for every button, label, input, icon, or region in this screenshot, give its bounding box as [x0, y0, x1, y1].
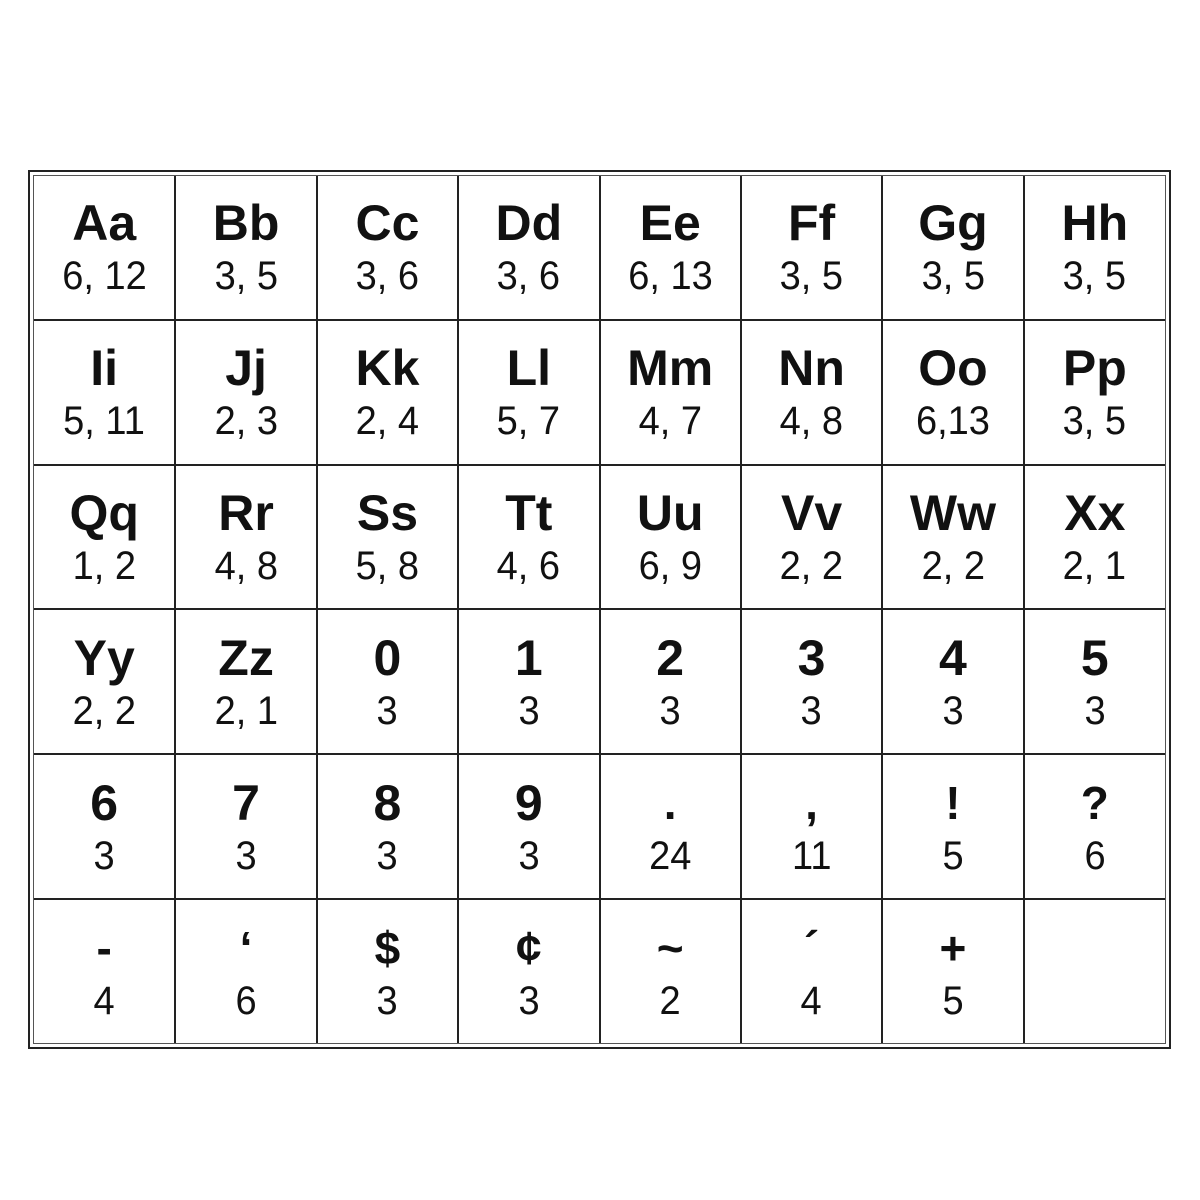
- count-label: 3, 5: [921, 254, 985, 299]
- grid-row-2: [34, 320, 1165, 465]
- glyph-label: Ll: [506, 340, 552, 397]
- cell-t: [458, 465, 599, 610]
- cell-plus: [882, 899, 1023, 1043]
- count-label: 1, 2: [72, 543, 136, 588]
- cell-digit-1: [458, 609, 599, 754]
- cell-m: [600, 320, 741, 465]
- count-label: 6, 12: [61, 254, 147, 299]
- glyph-label: ~: [656, 921, 684, 974]
- glyph-label: Ss: [356, 484, 419, 541]
- cell-period: [600, 754, 741, 899]
- count-label: 5, 11: [63, 399, 146, 444]
- glyph-label: Aa: [72, 195, 137, 252]
- cell-j: [175, 320, 316, 465]
- cell-u: [600, 465, 741, 610]
- cell-digit-3: [741, 609, 882, 754]
- count-label: 4: [93, 978, 115, 1023]
- count-label: 2, 2: [921, 543, 985, 588]
- cell-n: [741, 320, 882, 465]
- count-label: 2, 1: [214, 688, 278, 733]
- count-label: 5: [942, 833, 964, 878]
- cell-apostrophe: [175, 899, 316, 1043]
- character-grid: [34, 176, 1165, 1043]
- cell-digit-7: [175, 754, 316, 899]
- count-label: 3: [235, 833, 257, 878]
- cell-question: [1024, 754, 1165, 899]
- cell-tilde: [600, 899, 741, 1043]
- cell-k: [317, 320, 458, 465]
- count-label: 24: [649, 833, 692, 878]
- cell-p: [1024, 320, 1165, 465]
- count-label: 4, 6: [497, 543, 561, 588]
- grid-row-3: [34, 465, 1165, 610]
- glyph-label: 7: [232, 774, 260, 831]
- count-label: 3: [518, 978, 540, 1023]
- glyph-label: Nn: [778, 340, 845, 397]
- cell-x: [1024, 465, 1165, 610]
- count-label: 5, 8: [355, 543, 420, 588]
- cell-digit-8: [317, 754, 458, 899]
- cell-comma: [741, 754, 882, 899]
- glyph-label: -: [96, 921, 112, 974]
- glyph-label: Cc: [355, 195, 420, 252]
- count-label: 6,13: [915, 399, 990, 444]
- cell-d: [458, 176, 599, 320]
- glyph-label: Tt: [505, 484, 553, 541]
- count-label: 6: [235, 978, 257, 1023]
- count-label: 3: [376, 688, 399, 733]
- count-label: 4, 8: [214, 543, 278, 588]
- cell-y: [34, 609, 175, 754]
- cell-r: [175, 465, 316, 610]
- count-label: 4, 7: [638, 399, 702, 444]
- cell-a: [34, 176, 175, 320]
- count-label: 3: [942, 688, 964, 733]
- cell-o: [882, 320, 1023, 465]
- cell-l: [458, 320, 599, 465]
- count-label: 5, 7: [497, 399, 561, 444]
- cell-digit-2: [600, 609, 741, 754]
- glyph-label: Kk: [355, 340, 420, 397]
- count-label: 3: [376, 833, 399, 878]
- glyph-label: Ee: [639, 195, 701, 252]
- cell-cent: [458, 899, 599, 1043]
- count-label: 3: [1084, 688, 1106, 733]
- glyph-label: Uu: [636, 484, 704, 541]
- cell-hyphen: [34, 899, 175, 1043]
- glyph-label: ?: [1080, 776, 1109, 829]
- glyph-label: Vv: [780, 484, 843, 541]
- count-label: 3: [659, 688, 681, 733]
- count-label: 3: [518, 833, 540, 878]
- count-label: 2, 2: [72, 688, 136, 733]
- count-label: 3: [800, 688, 823, 733]
- count-label: 6, 9: [638, 543, 702, 588]
- glyph-label: ‘: [239, 921, 253, 974]
- glyph-label: Zz: [218, 629, 274, 686]
- glyph-label: Dd: [495, 195, 563, 252]
- count-label: 5: [942, 978, 964, 1023]
- count-label: 3: [93, 833, 115, 878]
- count-label: 3, 5: [214, 254, 278, 299]
- cell-digit-5: [1024, 609, 1165, 754]
- glyph-label: Pp: [1062, 340, 1127, 397]
- chart-inner-frame: [33, 175, 1166, 1044]
- cell-w: [882, 465, 1023, 610]
- cell-s: [317, 465, 458, 610]
- cell-digit-6: [34, 754, 175, 899]
- glyph-label: ,: [805, 776, 818, 829]
- glyph-label: !: [945, 776, 961, 829]
- count-label: 2: [659, 978, 681, 1023]
- count-label: 3, 5: [779, 254, 844, 299]
- cell-c: [317, 176, 458, 320]
- glyph-label: Ii: [90, 340, 119, 397]
- count-label: 3: [518, 688, 540, 733]
- count-label: 3, 6: [355, 254, 420, 299]
- cell-digit-0: [317, 609, 458, 754]
- glyph-label: Hh: [1061, 195, 1129, 252]
- glyph-label: 2: [656, 629, 685, 686]
- grid-row-6: [34, 899, 1165, 1043]
- count-label: 3, 5: [1063, 399, 1127, 444]
- glyph-label: Mm: [627, 340, 714, 397]
- glyph-label: 5: [1080, 629, 1109, 686]
- glyph-label: ´: [803, 921, 820, 974]
- count-label: 6: [1084, 833, 1106, 878]
- glyph-label: Oo: [918, 340, 988, 397]
- glyph-label: 9: [514, 774, 543, 831]
- glyph-label: Bb: [212, 195, 280, 252]
- glyph-label: .: [663, 776, 677, 829]
- cell-h: [1024, 176, 1165, 320]
- cell-empty: [1024, 899, 1165, 1043]
- count-label: 2, 2: [779, 543, 844, 588]
- grid-row-5: [34, 754, 1165, 899]
- cell-dollar: [317, 899, 458, 1043]
- glyph-label: Qq: [69, 484, 139, 541]
- cell-q: [34, 465, 175, 610]
- cell-digit-9: [458, 754, 599, 899]
- grid-row-4: [34, 609, 1165, 754]
- glyph-label: Ww: [909, 484, 996, 541]
- count-label: 6, 13: [627, 254, 713, 299]
- glyph-label: Xx: [1064, 484, 1126, 541]
- glyph-label: 6: [90, 774, 119, 831]
- cell-f: [741, 176, 882, 320]
- cell-b: [175, 176, 316, 320]
- glyph-label: $: [374, 921, 401, 974]
- cell-z: [175, 609, 316, 754]
- count-label: 2, 3: [214, 399, 278, 444]
- character-count-chart: [28, 170, 1171, 1049]
- glyph-label: 4: [939, 629, 967, 686]
- count-label: 3: [376, 978, 399, 1023]
- glyph-label: ¢: [516, 921, 542, 974]
- cell-accent: [741, 899, 882, 1043]
- cell-g: [882, 176, 1023, 320]
- count-label: 11: [791, 833, 832, 878]
- count-label: 2, 4: [355, 399, 420, 444]
- count-label: 4: [800, 978, 823, 1023]
- count-label: 2, 1: [1063, 543, 1127, 588]
- cell-e: [600, 176, 741, 320]
- count-label: 4, 8: [779, 399, 844, 444]
- glyph-label: +: [939, 921, 967, 974]
- glyph-label: Ff: [787, 195, 836, 252]
- glyph-label: Gg: [918, 195, 988, 252]
- glyph-label: Jj: [225, 340, 267, 397]
- count-label: 3, 6: [497, 254, 561, 299]
- cell-exclamation: [882, 754, 1023, 899]
- glyph-label: 3: [797, 629, 826, 686]
- glyph-label: 1: [514, 629, 543, 686]
- cell-i: [34, 320, 175, 465]
- glyph-label: Rr: [218, 484, 274, 541]
- glyph-label: 0: [373, 629, 402, 686]
- cell-digit-4: [882, 609, 1023, 754]
- grid-row-1: [34, 176, 1165, 320]
- glyph-label: Yy: [73, 629, 135, 686]
- cell-v: [741, 465, 882, 610]
- glyph-label: 8: [373, 774, 402, 831]
- count-label: 3, 5: [1063, 254, 1127, 299]
